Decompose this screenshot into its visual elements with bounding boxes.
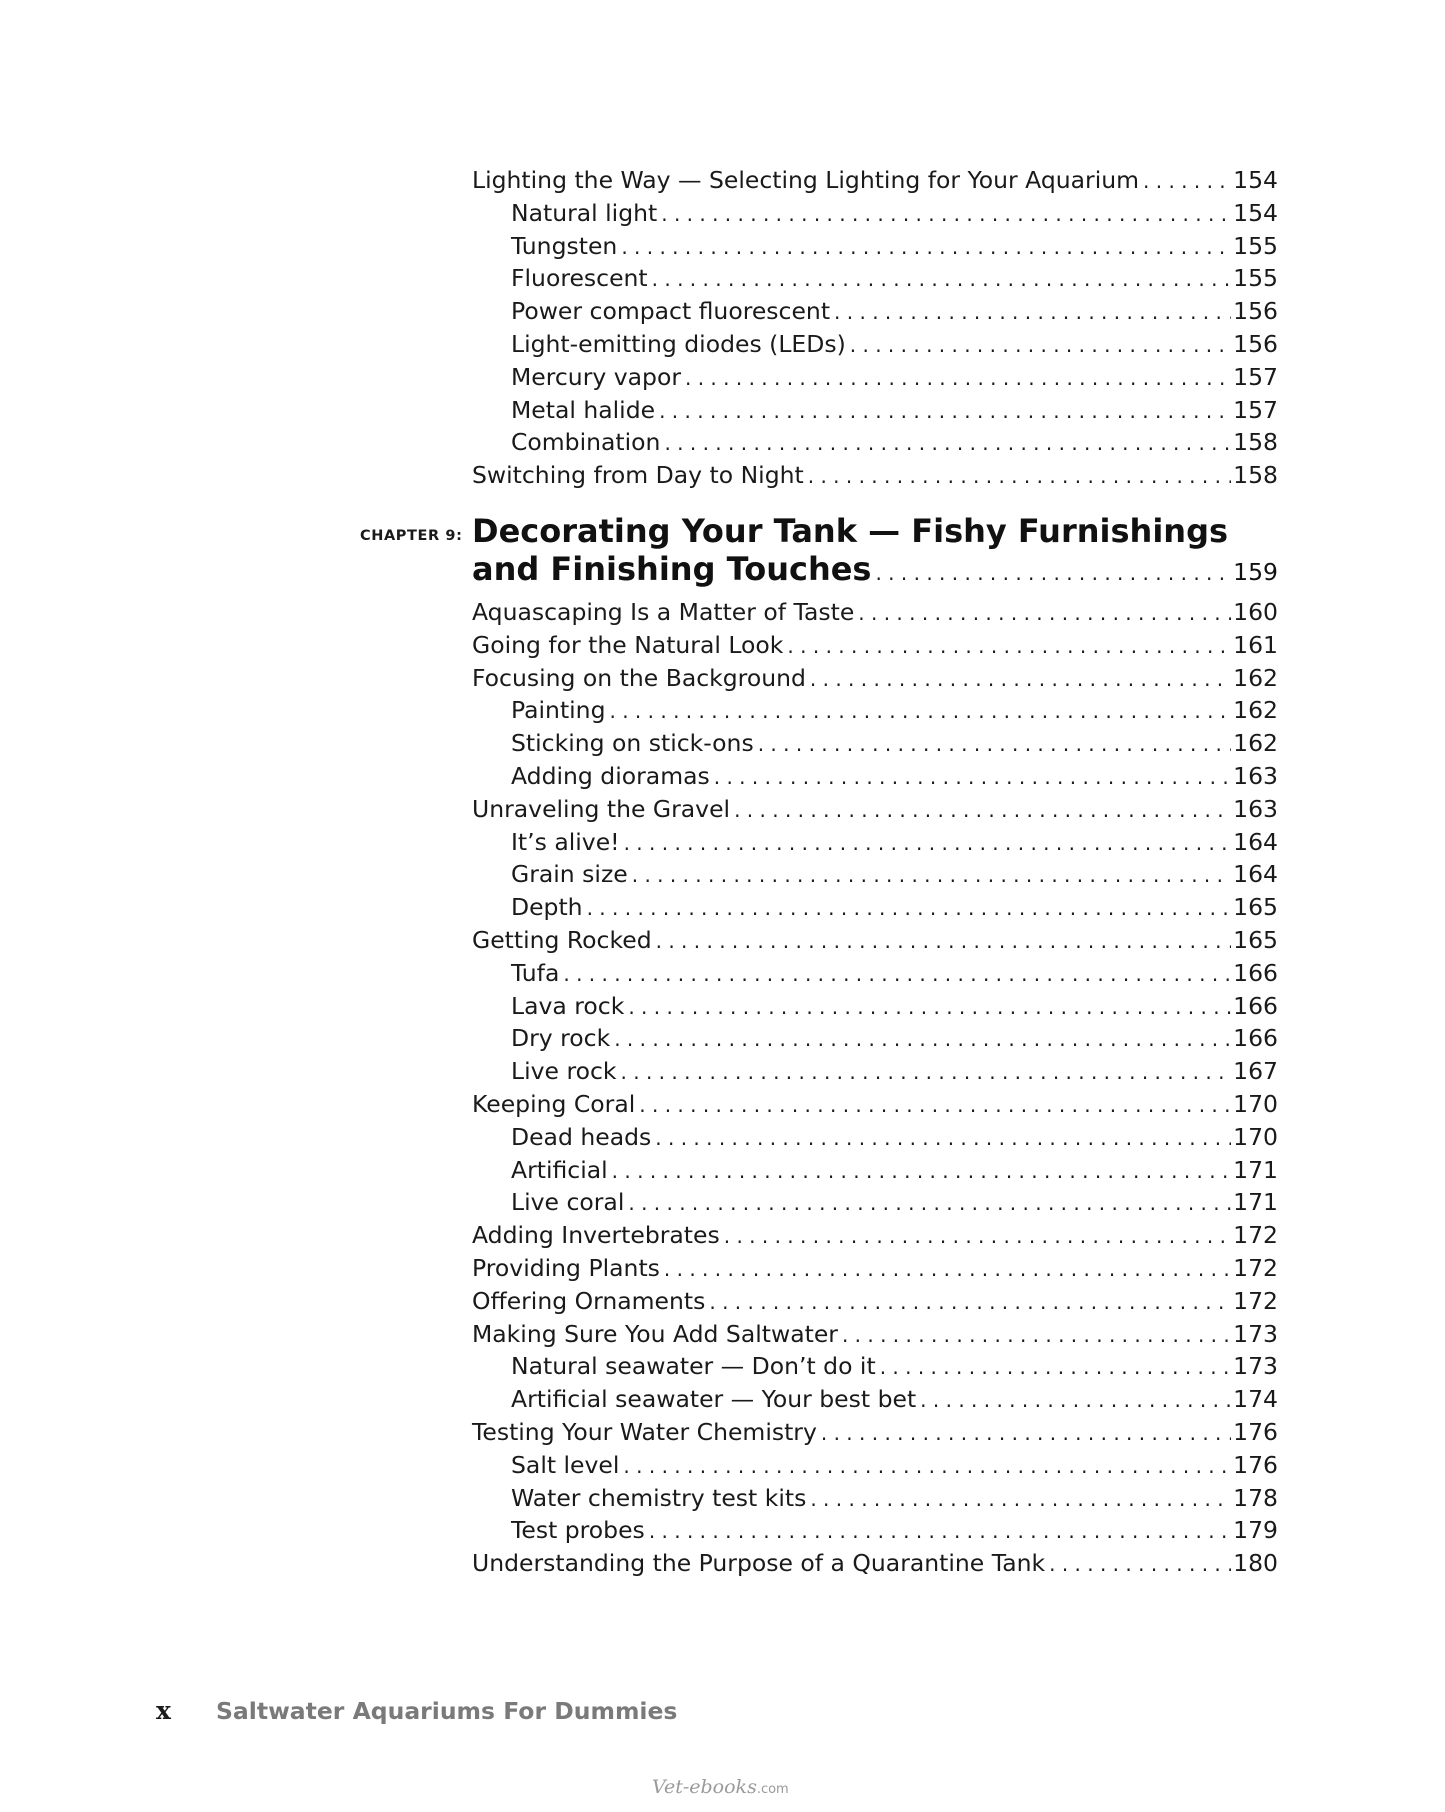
toc-entry [472, 1350, 1278, 1383]
dot-leader [664, 427, 1231, 460]
toc-entry-page: 158 [1233, 461, 1278, 490]
toc-entry-title: Tungsten [511, 231, 618, 260]
toc-entry-title: Tufa [511, 958, 560, 987]
dot-leader [1143, 165, 1231, 198]
toc-entry-page: 180 [1233, 1549, 1278, 1578]
dot-leader [821, 1417, 1231, 1450]
toc-entry [472, 1154, 1278, 1187]
toc-entry-page: 154 [1233, 198, 1278, 227]
toc-entry [472, 727, 1278, 760]
toc-entry [472, 1318, 1278, 1351]
dot-leader [632, 859, 1231, 892]
toc-entry [472, 694, 1278, 727]
toc-entry [472, 596, 1278, 629]
toc-entry-title: Dead heads [511, 1122, 652, 1151]
chapter-page-number: 159 [1233, 558, 1278, 586]
dot-leader [875, 554, 1231, 592]
toc-entry-title: Aquascaping Is a Matter of Taste [472, 598, 855, 626]
toc-entry-title: Power compact fluorescent [511, 297, 831, 326]
watermark-logo [652, 1776, 789, 1798]
toc-entry [472, 1022, 1278, 1055]
dot-leader [628, 991, 1231, 1024]
toc-entry [472, 990, 1278, 1023]
dot-leader [612, 1155, 1231, 1188]
dot-leader [920, 1384, 1231, 1417]
toc-entry-page: 166 [1233, 991, 1278, 1020]
toc-entry-page: 165 [1233, 925, 1278, 954]
dot-leader [614, 1023, 1231, 1056]
toc-entry [472, 629, 1278, 662]
toc-entry-title: Lighting the Way — Selecting Lighting for Your Aquarium [472, 166, 1140, 194]
toc-entry-page: 172 [1233, 1253, 1278, 1282]
dot-leader [850, 329, 1231, 362]
dot-leader [652, 263, 1231, 296]
footer-page-number: x [156, 1696, 171, 1725]
toc-entry [472, 328, 1278, 361]
toc-entry [472, 858, 1278, 891]
toc-entry [472, 1547, 1278, 1580]
toc-entry-title: Fluorescent [511, 264, 648, 293]
toc-entry-page: 161 [1233, 630, 1278, 659]
toc-entry-title: Grain size [511, 860, 628, 889]
toc-entry [472, 361, 1278, 394]
toc-entry-page: 171 [1233, 1188, 1278, 1217]
toc-entry-page: 174 [1233, 1385, 1278, 1414]
toc-entry-title: Painting [511, 696, 606, 725]
chapter-title-line2: and Finishing Touches [472, 550, 872, 588]
toc-entry-title: Artificial [511, 1155, 608, 1184]
dot-leader [659, 395, 1231, 428]
toc-entry-page: 156 [1233, 329, 1278, 358]
toc-entry [472, 262, 1278, 295]
toc-entry-title: Testing Your Water Chemistry [472, 1417, 817, 1446]
toc-entry-title: Salt level [511, 1450, 620, 1479]
dot-leader [655, 1122, 1231, 1155]
toc-entry-page: 158 [1233, 428, 1278, 457]
dot-leader [810, 663, 1231, 696]
toc-entry [472, 1219, 1278, 1252]
dot-leader [787, 630, 1231, 663]
toc-entry-page: 170 [1233, 1089, 1278, 1118]
toc-entry-title: Keeping Coral [472, 1089, 636, 1118]
dot-leader [709, 1286, 1231, 1319]
toc-entry-page: 157 [1233, 362, 1278, 391]
dot-leader [624, 827, 1232, 860]
toc-entry-page: 166 [1233, 1024, 1278, 1053]
toc-entry-page: 162 [1233, 696, 1278, 725]
chapter-title-line2-row [472, 550, 1278, 592]
toc-entry-page: 163 [1233, 761, 1278, 790]
watermark-suffix: .com [756, 1782, 789, 1797]
toc-entry-page: 172 [1233, 1286, 1278, 1315]
toc-entry-page: 173 [1233, 1319, 1278, 1348]
toc-entry-title: Focusing on the Background [472, 663, 806, 692]
toc-entry-title: Live coral [511, 1188, 625, 1217]
toc-entry-title: Adding Invertebrates [472, 1221, 720, 1250]
chapter-label: CHAPTER 9: [360, 528, 463, 544]
toc-entry-title: Going for the Natural Look [472, 630, 784, 659]
toc-entry-title: Water chemistry test kits [511, 1483, 807, 1512]
dot-leader [880, 1351, 1231, 1384]
toc-entry-page: 164 [1233, 860, 1278, 889]
toc-entry-page: 162 [1233, 729, 1278, 758]
toc-entry [472, 793, 1278, 826]
toc-entry [472, 426, 1278, 459]
toc-entry-page: 155 [1233, 264, 1278, 293]
toc-entry-title: Adding dioramas [511, 761, 710, 790]
dot-leader [810, 1483, 1231, 1516]
toc-entry [472, 1449, 1278, 1482]
toc-entry-title: Unraveling the Gravel [472, 794, 731, 823]
toc-entry [472, 760, 1278, 793]
dot-leader [621, 231, 1231, 264]
toc-entry [472, 1285, 1278, 1318]
dot-leader [639, 1089, 1231, 1122]
toc-entry-title: Lava rock [511, 991, 625, 1020]
toc-entry-title: Getting Rocked [472, 925, 652, 954]
toc-entry-page: 163 [1233, 794, 1278, 823]
dot-leader [724, 1220, 1231, 1253]
dot-leader [621, 1056, 1232, 1089]
toc-entry-page: 167 [1233, 1057, 1278, 1086]
toc-entry-title: It’s alive! [511, 827, 620, 856]
toc-entry-title: Making Sure You Add Saltwater [472, 1319, 838, 1348]
toc-entry [472, 891, 1278, 924]
toc-entry-title: Natural seawater — Don’t do it [511, 1352, 876, 1381]
toc-entry-title: Depth [511, 893, 583, 922]
toc-entry-title: Understanding the Purpose of a Quarantine Tank [472, 1549, 1046, 1578]
toc-entry [472, 295, 1278, 328]
toc-entry-title: Metal halide [511, 395, 656, 424]
toc-entry [472, 394, 1278, 427]
dot-leader [563, 958, 1231, 991]
toc-section-after [472, 596, 1278, 1580]
toc-entry-title: Live rock [511, 1057, 617, 1086]
toc-entry-title: Switching from Day to Night [472, 461, 804, 490]
toc-entry-page: 179 [1233, 1516, 1278, 1545]
toc-entry-title: Light-emitting diodes (LEDs) [511, 329, 846, 358]
dot-leader [834, 296, 1231, 329]
toc-entry [472, 1055, 1278, 1088]
dot-leader [758, 728, 1231, 761]
dot-leader [649, 1515, 1231, 1548]
toc-entry [472, 1416, 1278, 1449]
toc-entry-page: 165 [1233, 893, 1278, 922]
toc-entry-page: 154 [1233, 166, 1278, 194]
toc-entry [472, 1514, 1278, 1547]
toc-entry [472, 1482, 1278, 1515]
toc-entry-title: Artificial seawater — Your best bet [511, 1385, 917, 1414]
toc-entry-title: Mercury vapor [511, 362, 681, 391]
toc-entry-title: Natural light [511, 198, 658, 227]
dot-leader [1049, 1548, 1231, 1581]
dot-leader [587, 892, 1232, 925]
toc-entry-page: 157 [1233, 395, 1278, 424]
toc-entry [472, 1186, 1278, 1219]
toc-entry [472, 1121, 1278, 1154]
toc-entry-page: 155 [1233, 231, 1278, 260]
chapter-title [472, 512, 1278, 592]
dot-leader [628, 1187, 1231, 1220]
toc-entry [472, 662, 1278, 695]
toc-entry-page: 156 [1233, 297, 1278, 326]
dot-leader [714, 761, 1231, 794]
toc-entry-title: Combination [511, 428, 661, 457]
chapter-title-line1: Decorating Your Tank — Fishy Furnishings [472, 512, 1229, 550]
dot-leader [685, 362, 1231, 395]
toc-entry-page: 176 [1233, 1450, 1278, 1479]
toc-entry [472, 924, 1278, 957]
dot-leader [858, 597, 1231, 630]
dot-leader [808, 460, 1231, 493]
toc-entry-page: 173 [1233, 1352, 1278, 1381]
dot-leader [734, 794, 1231, 827]
dot-leader [664, 1253, 1231, 1286]
toc-entry-page: 166 [1233, 958, 1278, 987]
toc-entry [472, 957, 1278, 990]
toc-entry-page: 162 [1233, 663, 1278, 692]
toc-entry [472, 1252, 1278, 1285]
toc-entry-title: Sticking on stick-ons [511, 729, 754, 758]
toc-entry-page: 164 [1233, 827, 1278, 856]
dot-leader [623, 1450, 1231, 1483]
watermark-brand: Vet-ebooks [652, 1776, 757, 1798]
toc-entry [472, 826, 1278, 859]
footer-book-title: Saltwater Aquariums For Dummies [216, 1697, 678, 1725]
dot-leader [842, 1319, 1231, 1352]
toc-entry [472, 230, 1278, 263]
dot-leader [610, 695, 1232, 728]
toc-entry [472, 164, 1278, 197]
toc-entry [472, 1088, 1278, 1121]
toc-entry-page: 171 [1233, 1155, 1278, 1184]
toc-section-before [472, 164, 1278, 492]
toc-entry-title: Test probes [511, 1516, 645, 1545]
toc-entry-title: Dry rock [511, 1024, 611, 1053]
toc-entry [472, 197, 1278, 230]
toc-entry-page: 176 [1233, 1417, 1278, 1446]
dot-leader [656, 925, 1232, 958]
toc-entry-page: 178 [1233, 1483, 1278, 1512]
dot-leader [661, 198, 1231, 231]
toc-entry-title: Offering Ornaments [472, 1286, 706, 1315]
toc-entry-title: Providing Plants [472, 1253, 660, 1282]
toc-entry [472, 1383, 1278, 1416]
toc-entry-page: 170 [1233, 1122, 1278, 1151]
toc-entry-page: 160 [1233, 598, 1278, 626]
toc-entry [472, 459, 1278, 492]
toc-entry-page: 172 [1233, 1221, 1278, 1250]
